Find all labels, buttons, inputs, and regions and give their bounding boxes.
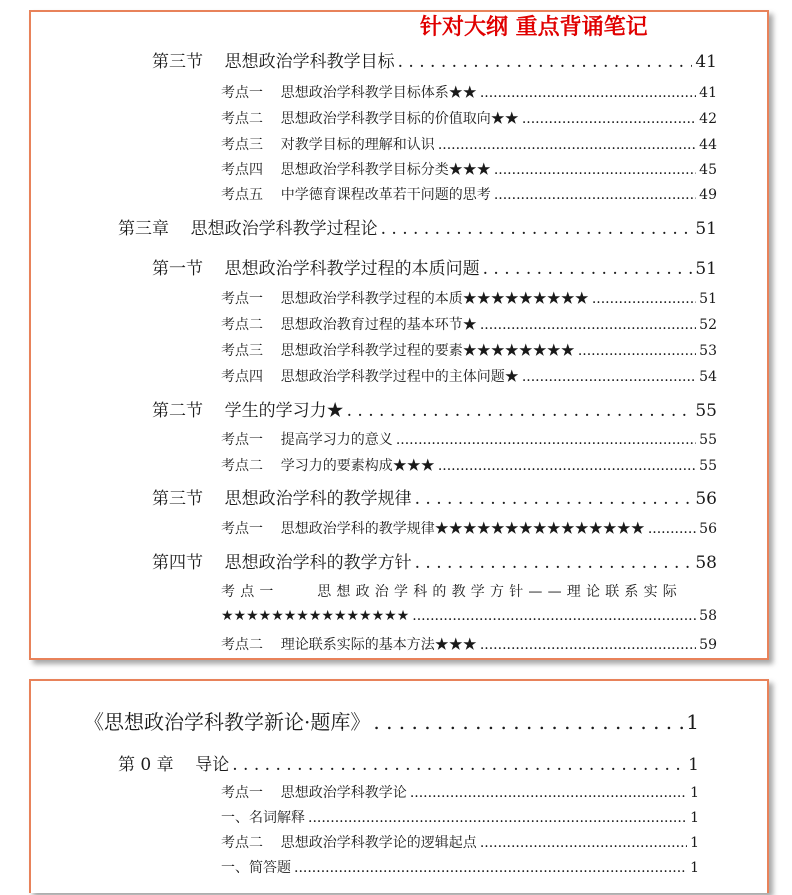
leader-dots [480,637,696,653]
toc-page-number: 51 [695,219,717,239]
leader-dots [415,553,693,573]
toc-label: 考点一 思想政治学科的教学方针——理论联系实际 [221,584,682,600]
toc-section[interactable] [152,47,717,72]
leader-dots [232,755,685,775]
leader-dots [522,111,696,127]
toc-label: 第三节 思想政治学科教学目标 [152,52,395,72]
toc-page-number: 42 [699,111,717,127]
leader-dots [480,835,687,851]
toc-label: 考点四 思想政治学科教学过程中的主体问题★ [221,369,519,385]
leader-dots [592,291,696,307]
toc-page-number: 58 [695,553,717,573]
leader-dots [294,860,687,876]
toc-page-number: 1 [690,835,699,851]
leader-dots [381,219,693,239]
toc-exam-point[interactable] [221,288,717,308]
toc-section[interactable] [152,548,717,573]
toc-page-number: 41 [699,85,717,101]
toc-label: ★★★★★★★★★★★★★★★ [221,608,410,624]
leader-dots [415,489,693,509]
toc-label: 考点五 中学德育课程改革若干问题的思考 [221,187,491,203]
leader-dots [494,162,696,178]
toc-exam-point[interactable] [221,159,717,179]
leader-dots [396,432,696,448]
toc-page-number: 41 [695,52,717,72]
toc-section[interactable] [152,484,717,509]
leader-dots [648,521,696,537]
leader-dots [578,343,696,359]
toc-page-number: 1 [688,755,699,775]
toc-page-number: 49 [699,187,717,203]
toc-page-number: 45 [699,162,717,178]
toc-page-number: 1 [686,710,699,734]
toc-label: 考点二 思想政治学科教学目标的价值取向★★ [221,111,519,127]
toc-label: 第三节 思想政治学科的教学规律 [152,489,412,509]
toc-label: 考点二 思想政治学科教学论的逻辑起点 [221,835,477,851]
toc-label: 考点四 思想政治学科教学目标分类★★★ [221,162,491,178]
toc-section[interactable] [152,396,717,421]
toc-page-number: 58 [699,608,717,624]
toc-chapter[interactable] [118,214,717,239]
toc-exam-point[interactable] [221,782,699,802]
toc-exam-point[interactable] [221,314,717,334]
toc-exam-point[interactable] [221,634,717,654]
leader-dots [438,137,696,153]
leader-dots [373,710,683,734]
toc-label: 考点二 理论联系实际的基本方法★★★ [221,637,477,653]
leader-dots [494,187,696,203]
toc-section[interactable] [152,254,717,279]
toc-label: 第二节 学生的学习力★ [152,401,344,421]
toc-page-number: 51 [699,291,717,307]
leader-dots [398,52,693,72]
leader-dots [308,810,687,826]
leader-dots [410,785,687,801]
toc-label: 考点二 思想政治教育过程的基本环节★ [221,317,477,333]
toc-subitem[interactable] [221,807,699,827]
toc-label: 考点一 思想政治学科教学过程的本质★★★★★★★★★ [221,291,589,307]
toc-page-number: 51 [695,259,717,279]
toc-chapter[interactable] [118,750,699,775]
toc-page-number: 55 [699,432,717,448]
toc-page-number: 1 [690,860,699,876]
toc-book-title[interactable] [84,706,699,735]
toc-label: 第 0 章 导论 [118,755,230,775]
toc-label: 考点三 思想政治学科教学过程的要素★★★★★★★★ [221,343,575,359]
leader-dots [480,317,696,333]
toc-exam-point[interactable] [221,455,717,475]
toc-exam-point[interactable] [221,832,699,852]
toc-exam-point[interactable] [221,134,717,154]
toc-exam-point[interactable] [221,184,717,204]
toc-label: 第一节 思想政治学科教学过程的本质问题 [152,259,480,279]
toc-label: 一、简答题 [221,860,291,876]
leader-dots [483,259,693,279]
toc-exam-point[interactable] [221,429,717,449]
toc-exam-point[interactable] [221,108,717,128]
toc-label: 考点一 思想政治学科教学目标体系★★ [221,85,477,101]
leader-dots [480,85,696,101]
toc-page-number: 56 [699,521,717,537]
toc-page-number: 52 [699,317,717,333]
toc-page-number: 56 [695,489,717,509]
toc-exam-point-continued[interactable] [221,608,717,624]
toc-subitem[interactable] [221,857,699,877]
toc-label: 《思想政治学科教学新论·题库》 [84,710,371,734]
toc-label: 第四节 思想政治学科的教学方针 [152,553,412,573]
toc-exam-point[interactable] [221,518,717,538]
toc-label: 考点三 对教学目标的理解和认识 [221,137,435,153]
leader-dots [347,401,693,421]
toc-page-number: 1 [690,785,699,801]
toc-label: 考点二 学习力的要素构成★★★ [221,458,435,474]
toc-page-number: 44 [699,137,717,153]
toc-label: 考点一 思想政治学科的教学规律★★★★★★★★★★★★★★★ [221,521,645,537]
toc-label: 考点一 思想政治学科教学论 [221,785,407,801]
toc-label: 一、名词解释 [221,810,305,826]
promo-stamp: 针对大纲 重点背诵笔记 [420,15,648,40]
toc-exam-point[interactable] [221,366,717,386]
toc-exam-point[interactable] [221,340,717,360]
toc-exam-point[interactable] [221,581,717,601]
leader-dots [412,608,696,624]
toc-exam-point[interactable] [221,82,717,102]
leader-dots [522,369,696,385]
toc-page-number: 1 [690,810,699,826]
toc-page-number: 55 [699,458,717,474]
toc-page-number: 54 [699,369,717,385]
toc-page-number: 55 [695,401,717,421]
leader-dots [438,458,696,474]
toc-page-number: 53 [699,343,717,359]
toc-label: 第三章 思想政治学科教学过程论 [118,219,378,239]
toc-page-number: 59 [699,637,717,653]
toc-label: 考点一 提高学习力的意义 [221,432,393,448]
